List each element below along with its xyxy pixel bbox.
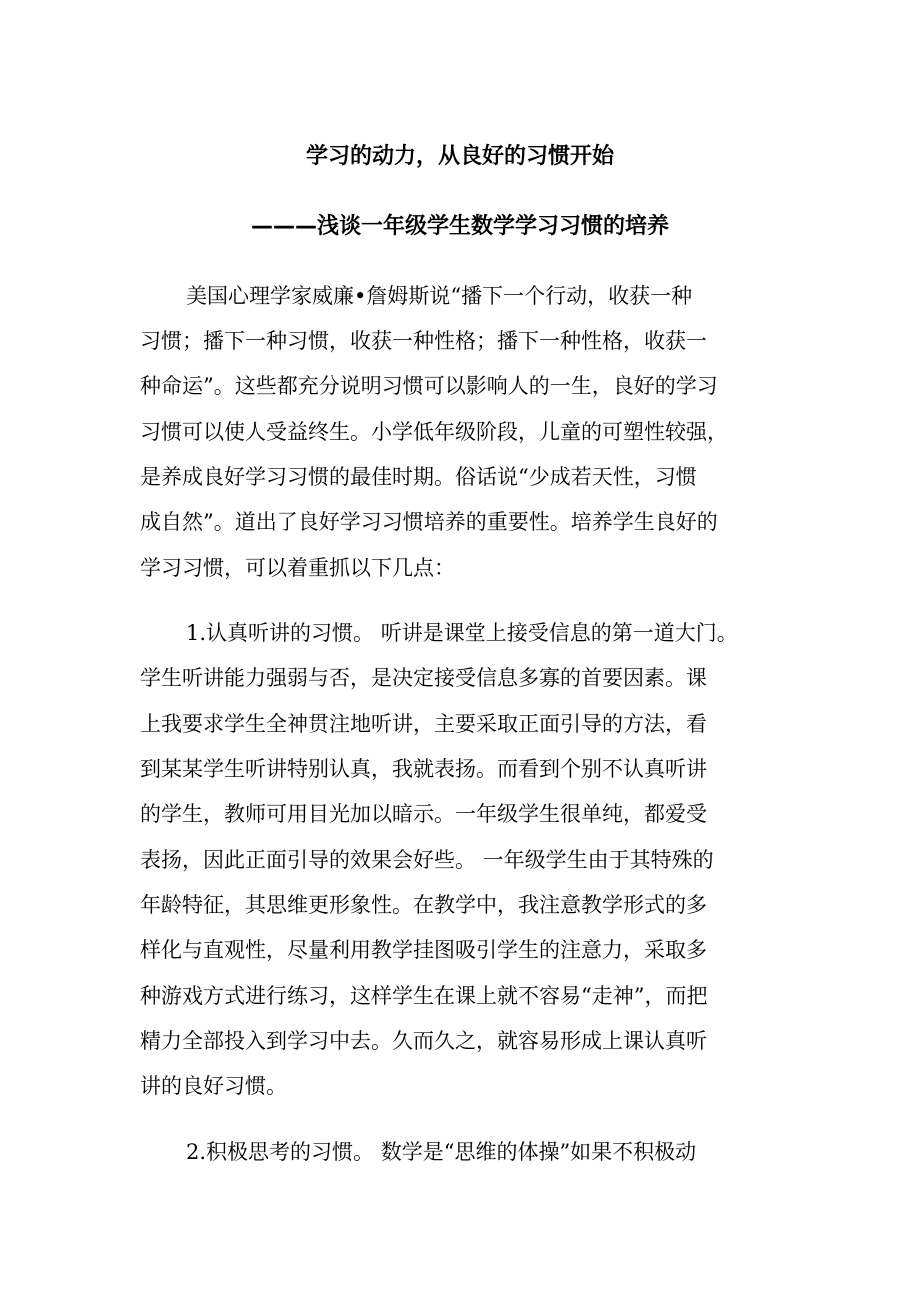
- paragraph-line: 年龄特征，其思维更形象性。在教学中，我注意教学形式的多: [140, 893, 707, 917]
- document-title: 学习的动力，从良好的习惯开始: [305, 144, 614, 169]
- paragraph-line: 学生听讲能力强弱与否，是决定接受信息多寡的首要因素。课: [140, 666, 707, 690]
- paragraph-line: 习惯可以使人受益终生。小学低年级阶段，儿童的可塑性较强，: [140, 420, 728, 444]
- paragraph-line: 是养成良好学习习惯的最佳时期。俗话说“少成若天性，习惯: [140, 465, 697, 489]
- paragraph-line: 1.认真听讲的习惯。 听讲是课堂上接受信息的第一道大门。: [186, 621, 738, 645]
- paragraph-line: 到某某学生听讲特别认真，我就表扬。而看到个别不认真听讲: [140, 757, 707, 781]
- paragraph-line: 上我要求学生全神贯注地听讲，主要采取正面引导的方法，看: [140, 712, 707, 736]
- paragraph-line: 2.积极思考的习惯。 数学是“思维的体操”如果不积极动: [186, 1140, 697, 1164]
- document-subtitle: ———浅谈一年级学生数学学习习惯的培养: [250, 214, 669, 239]
- paragraph-line: 成自然”。道出了良好学习习惯培养的重要性。培养学生良好的: [140, 510, 718, 534]
- paragraph-line: 表扬，因此正面引导的效果会好些。 一年级学生由于其特殊的: [140, 848, 714, 872]
- paragraph-line: 种命运”。这些都充分说明习惯可以影响人的一生，良好的学习: [140, 374, 718, 398]
- paragraph-line: 美国心理学家威廉•詹姆斯说“播下一个行动，收获一种: [186, 284, 693, 308]
- paragraph-line: 种游戏方式进行练习，这样学生在课上就不容易“走神”，而把: [140, 984, 708, 1008]
- paragraph-line: 习惯；播下一种习惯，收获一种性格；播下一种性格，收获一: [140, 329, 707, 353]
- paragraph-line: 精力全部投入到学习中去。久而久之，就容易形成上课认真听: [140, 1029, 707, 1053]
- paragraph-line: 学习习惯，可以着重抓以下几点：: [140, 556, 455, 580]
- paragraph-line: 样化与直观性，尽量利用教学挂图吸引学生的注意力，采取多: [140, 938, 707, 962]
- paragraph-line: 的学生，教师可用目光加以暗示。一年级学生很单纯，都爱受: [140, 802, 707, 826]
- paragraph-line: 讲的良好习惯。: [140, 1074, 287, 1098]
